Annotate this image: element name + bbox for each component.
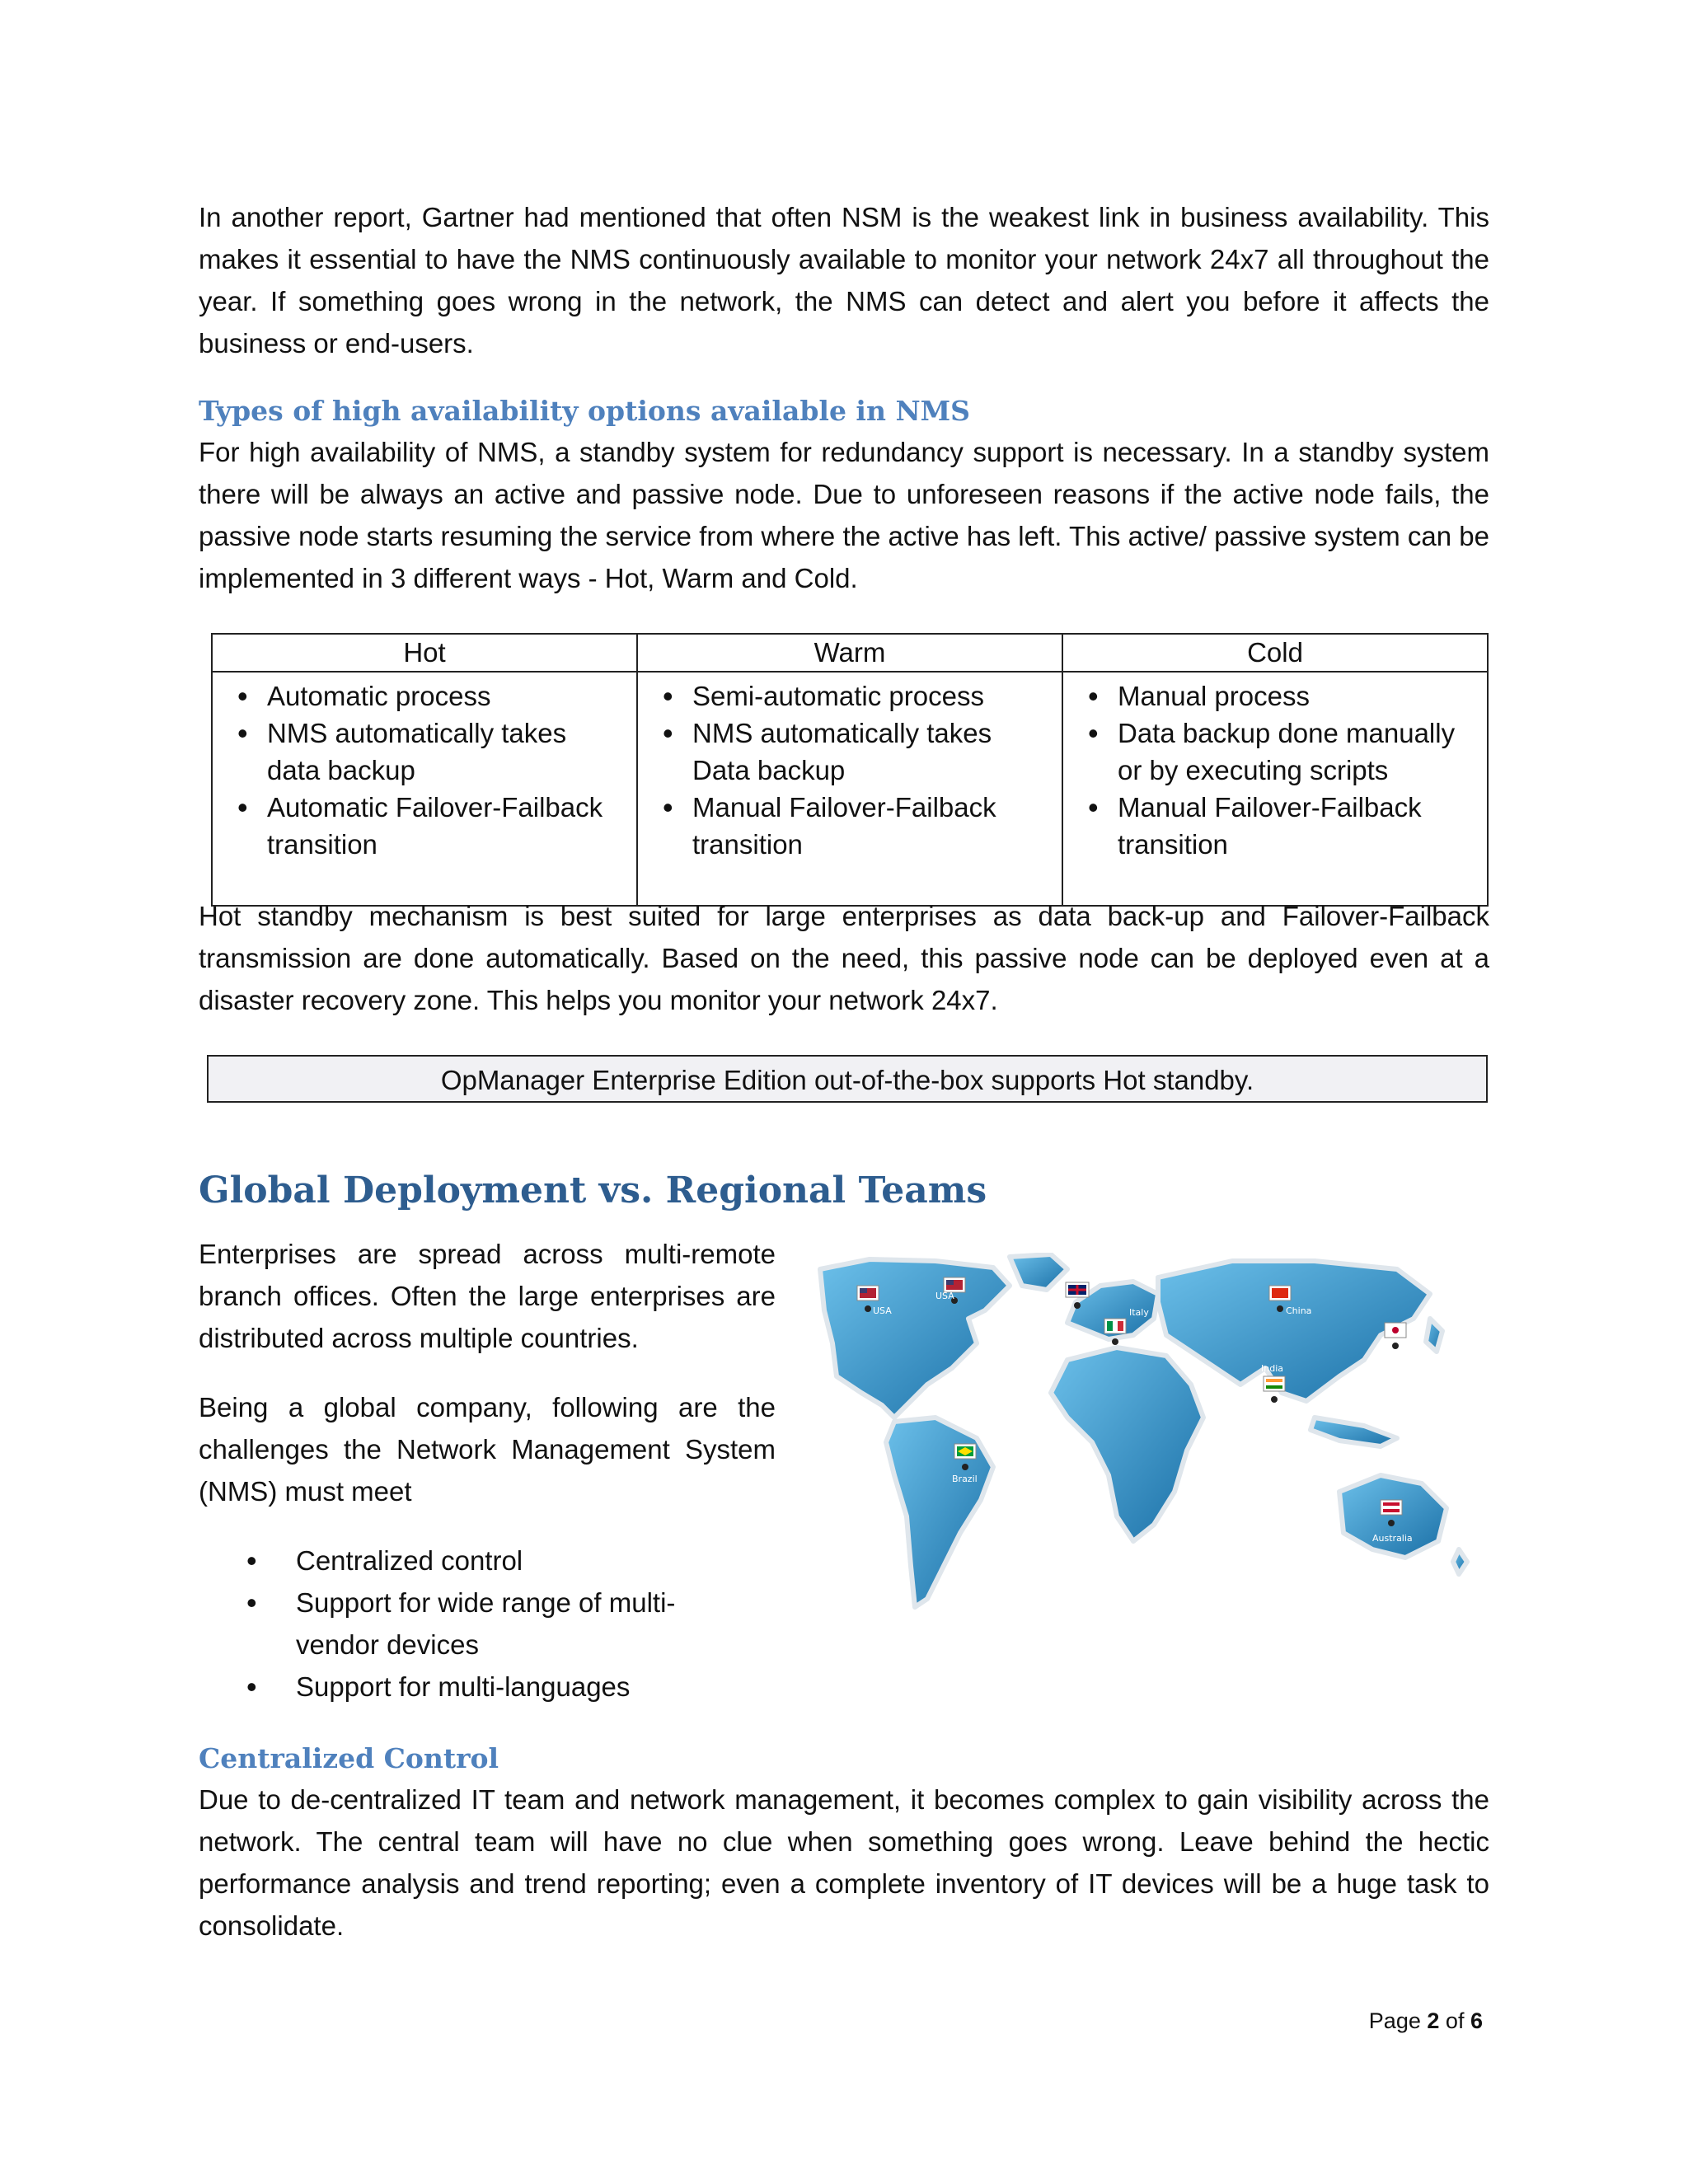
centralized-paragraph: Due to de-centralized IT team and network management, it becomes complex to gain visibility across the network. The central team will have no clue when something goes wrong. Leave behind the hectic performance analysis and trend reporting; even a complete inventory of IT devices will be a huge task to consolidate. bbox=[199, 1784, 1489, 1941]
challenges-list bbox=[199, 1540, 792, 1708]
map-label-uk: UK bbox=[1056, 1297, 1069, 1308]
centralized-heading: Centralized Control bbox=[199, 1742, 499, 1774]
map-label-japan: Japan bbox=[1401, 1342, 1427, 1352]
ha-heading: Types of high availability options available in NMS bbox=[199, 395, 970, 427]
ha-paragraph: For high availability of NMS, a standby system for redundancy support is necessary. In a standby system there will be always an active and passive node. Due to unforeseen reasons if the active node fails, the passive node starts resuming the service from where the active has left. This active/ passive system can be implemented in 3 different ways - Hot, Warm and Cold. bbox=[199, 437, 1489, 593]
of-word: of bbox=[1445, 2008, 1465, 2033]
greenland-shape bbox=[1010, 1254, 1067, 1290]
list-item: • Support for multi-languages bbox=[199, 1666, 792, 1708]
map-label-india: India bbox=[1261, 1363, 1283, 1374]
south-america-shape bbox=[886, 1418, 993, 1607]
pin-india bbox=[1261, 1363, 1285, 1403]
ha-block bbox=[199, 391, 1489, 599]
map-label-usa-1: USA bbox=[873, 1305, 892, 1316]
ha-table bbox=[211, 633, 1489, 907]
global-heading: Global Deployment vs. Regional Teams bbox=[199, 1169, 987, 1212]
africa-shape bbox=[1051, 1347, 1203, 1541]
hot-block bbox=[199, 895, 1489, 1021]
ha-header-warm: Warm bbox=[637, 634, 1062, 672]
list-item: • Automatic Failover-Failback transition bbox=[237, 789, 626, 863]
map-label-australia: Australia bbox=[1372, 1533, 1413, 1544]
map-label-usa-2: USA bbox=[935, 1291, 954, 1301]
intro-paragraph: In another report, Gartner had mentioned that often NSM is the weakest link in business availability. This makes it essential to have the NMS continuously available to monitor your network 24x7 all throughout the year. If something goes wrong in the network, the NMS can detect and alert you before it affects the business or end-users. bbox=[199, 202, 1489, 359]
list-item: • NMS automatically takes Data backup bbox=[663, 715, 1052, 789]
global-paragraph-1: Enterprises are spread across multi-remote branch offices. Often the large enterprises are distributed across multiple countries. bbox=[199, 1239, 776, 1353]
page-word: Page bbox=[1368, 2008, 1421, 2033]
hot-paragraph: Hot standby mechanism is best suited for large enterprises as data back-up and Failover-Failback transmission are done automatically. Based on the need, this passive node can be deployed even at a disaster recovery zone. This helps you monitor your network 24x7. bbox=[199, 901, 1489, 1015]
north-america-shape bbox=[820, 1259, 1010, 1418]
ha-cell-hot bbox=[212, 672, 637, 906]
centralized-block bbox=[199, 1739, 1489, 1947]
hot-standby-callout: OpManager Enterprise Edition out-of-the-box supports Hot standby. bbox=[207, 1055, 1488, 1103]
map-label-china: China bbox=[1286, 1305, 1312, 1316]
japan-shape bbox=[1426, 1319, 1442, 1352]
ha-cell-cold bbox=[1062, 672, 1488, 906]
page-number bbox=[1369, 2008, 1483, 2034]
ha-cell-warm bbox=[637, 672, 1062, 906]
indonesia-shape bbox=[1311, 1418, 1397, 1446]
list-item: • Centralized control bbox=[199, 1540, 792, 1582]
pin-japan bbox=[1385, 1323, 1427, 1352]
map-label-brazil: Brazil bbox=[952, 1474, 978, 1484]
list-item: • Support for wide range of multi-vendor devices bbox=[199, 1582, 792, 1666]
ha-header-cold: Cold bbox=[1062, 634, 1488, 672]
intro-block bbox=[199, 196, 1489, 364]
current-page: 2 bbox=[1427, 2008, 1440, 2033]
nz-shape bbox=[1453, 1549, 1467, 1574]
world-map bbox=[804, 1253, 1479, 1681]
ha-header-hot: Hot bbox=[212, 634, 637, 672]
total-pages: 6 bbox=[1470, 2008, 1483, 2033]
list-item: • Data backup done manually or by executing scripts bbox=[1088, 715, 1477, 789]
australia-shape bbox=[1339, 1475, 1447, 1558]
map-label-italy: Italy bbox=[1129, 1307, 1149, 1318]
list-item: • NMS automatically takes data backup bbox=[237, 715, 626, 789]
global-heading-block bbox=[199, 1166, 1489, 1216]
list-item: • Semi-automatic process bbox=[663, 677, 1052, 715]
global-text-block bbox=[199, 1233, 776, 1708]
list-item: • Manual Failover-Failback transition bbox=[663, 789, 1052, 863]
list-item: • Manual process bbox=[1088, 677, 1477, 715]
list-item: • Automatic process bbox=[237, 677, 626, 715]
global-paragraph-2: Being a global company, following are the challenges the Network Management System (NMS) must meet bbox=[199, 1392, 776, 1507]
list-item: • Manual Failover-Failback transition bbox=[1088, 789, 1477, 863]
